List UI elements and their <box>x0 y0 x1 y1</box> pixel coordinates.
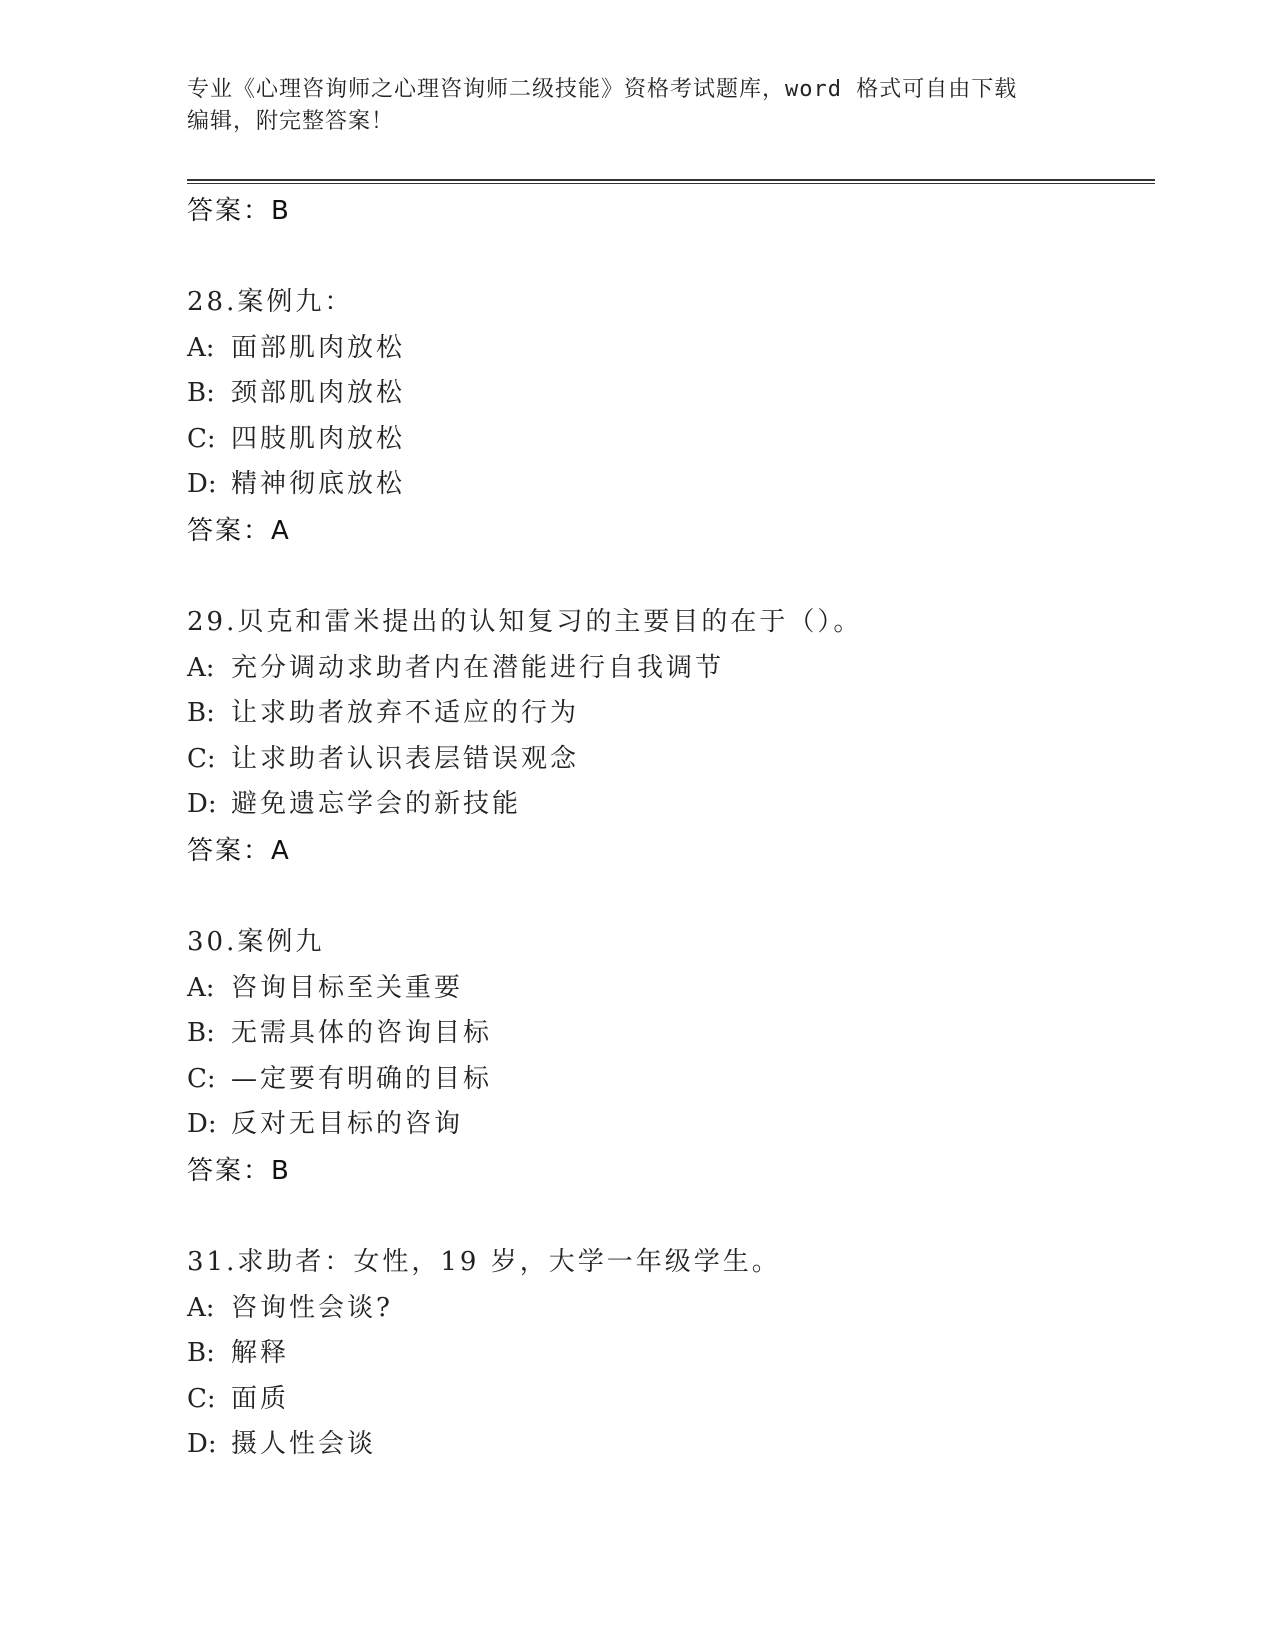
option-text: 颈部肌肉放松 <box>231 378 406 409</box>
option-letter: C: <box>187 423 216 454</box>
option-text: 咨询性会谈? <box>231 1292 393 1323</box>
option-d <box>187 1422 1155 1468</box>
question-stem: 29.贝克和雷米提出的认知复习的主要目的在于（）。 <box>187 606 863 637</box>
option-letter: D: <box>187 469 217 500</box>
option-text: 让求助者认识表层错误观念 <box>231 743 580 774</box>
header-line-2: 编辑，附完整答案！ <box>187 109 395 134</box>
option-letter: B: <box>187 1018 215 1049</box>
header-rule <box>187 179 1155 181</box>
option-letter: D: <box>187 1429 217 1460</box>
option-letter: D: <box>187 1109 217 1140</box>
header-line-1: 专业《心理咨询师之心理咨询师二级技能》资格考试题库，word 格式可自由下载 <box>187 77 1018 102</box>
option-c <box>187 417 1155 463</box>
question-stem: 28.案例九： <box>187 287 354 317</box>
option-letter: A: <box>187 652 215 683</box>
question-stem: 30.案例九 <box>187 926 325 957</box>
option-letter: C: <box>187 1063 216 1094</box>
header-rule-thin <box>187 183 1155 184</box>
option-letter: B: <box>187 698 215 729</box>
question-30 <box>187 920 1155 1194</box>
option-b <box>187 371 1155 417</box>
option-text: 反对无目标的咨询 <box>231 1109 464 1140</box>
answer-line: 答案：B <box>187 1155 291 1186</box>
option-c <box>187 1057 1155 1103</box>
option-d <box>187 1102 1155 1148</box>
document-header <box>187 74 1087 138</box>
option-a <box>187 966 1155 1012</box>
option-letter: C: <box>187 743 216 774</box>
answer-line: 答案：B <box>187 196 291 226</box>
answer-line: 答案：A <box>187 515 291 546</box>
answer-line: 答案：A <box>187 835 291 866</box>
option-b <box>187 1331 1155 1377</box>
option-text: 四肢肌肉放松 <box>231 423 406 454</box>
option-a <box>187 326 1155 372</box>
option-letter: B: <box>187 378 215 409</box>
option-b <box>187 691 1155 737</box>
question-31 <box>187 1240 1155 1468</box>
option-text: 摄人性会谈 <box>231 1429 377 1460</box>
option-text: 避免遗忘学会的新技能 <box>231 789 522 820</box>
option-d <box>187 462 1155 508</box>
option-letter: A: <box>187 972 215 1003</box>
option-text: 咨询目标至关重要 <box>231 972 464 1003</box>
option-a <box>187 646 1155 692</box>
option-letter: C: <box>187 1383 216 1414</box>
option-text: —定要有明确的目标 <box>231 1063 493 1094</box>
option-text: 面质 <box>231 1383 290 1414</box>
option-letter: A: <box>187 1292 215 1323</box>
option-text: 让求助者放弃不适应的行为 <box>231 698 580 729</box>
option-b <box>187 1011 1155 1057</box>
option-a <box>187 1286 1155 1332</box>
option-text: 解释 <box>231 1338 290 1369</box>
option-letter: D: <box>187 789 217 820</box>
question-29 <box>187 600 1155 874</box>
option-c <box>187 737 1155 783</box>
option-text: 充分调动求助者内在潜能进行自我调节 <box>231 652 725 683</box>
option-text: 面部肌肉放松 <box>231 332 406 363</box>
question-stem: 31.求助者：女性，19 岁，大学一年级学生。 <box>187 1246 781 1277</box>
question-list <box>187 188 1155 1468</box>
option-letter: B: <box>187 1338 215 1369</box>
question-28 <box>187 280 1155 554</box>
option-c <box>187 1377 1155 1423</box>
option-d <box>187 782 1155 828</box>
option-text: 精神彻底放松 <box>231 469 406 500</box>
option-text: 无需具体的咨询目标 <box>231 1018 493 1049</box>
option-letter: A: <box>187 332 215 363</box>
